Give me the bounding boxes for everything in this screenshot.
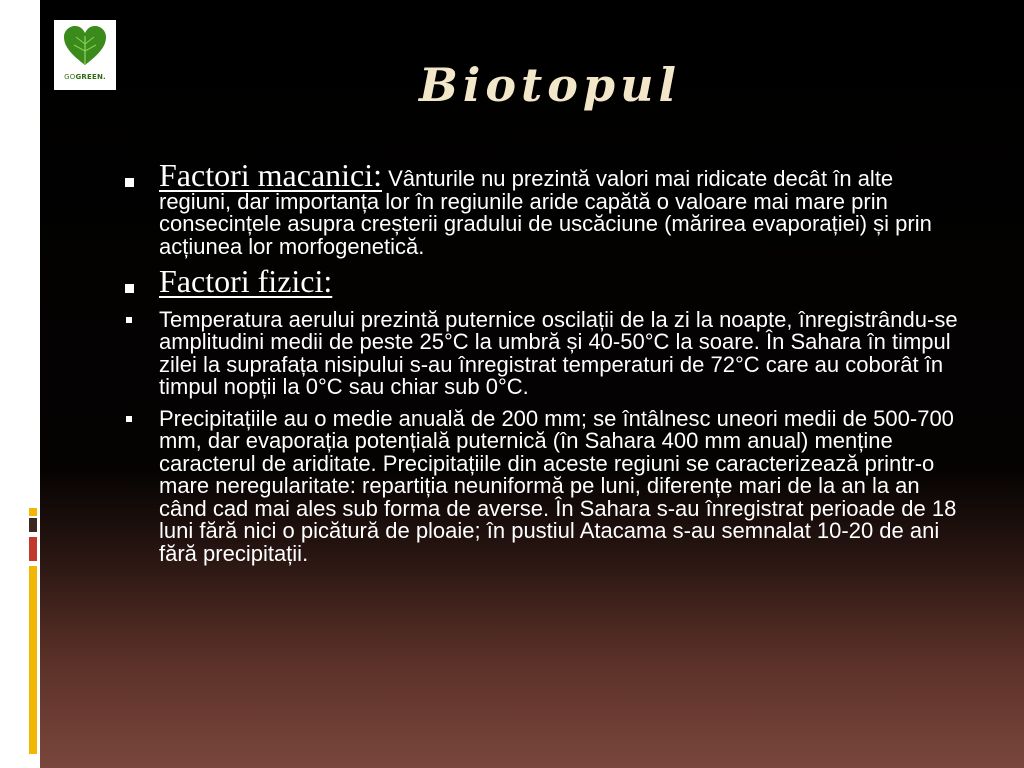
logo-go-text: GO [64,73,76,81]
list-item-factori-fizici [118,263,958,299]
logo-green-text: GREEN. [75,73,106,81]
item-text: Precipitațiile au o medie anuală de 200 mm; se întâlnesc uneori medii de 500-700 mm, dar evaporația potențială puternică (în Sahara 400 mm anual) menține caracterul de ariditate. Precipitațiile din aceste regiuni se caracterizează printr-o mare neregularitate: repartiția neuniformă pe luni, diferențe mari de la an la an când cad mai ales sub forma de averse. În Sahara s-au înregistrat perioade de 18 luni fără nici o picătură de ploaie; în pustiul Atacama s-au semnalat 10-20 de ani fără precipitații. [159,405,957,566]
slide-title: Biotopul [418,58,682,112]
item-text: Vânturile nu prezintă valori mai ridicate decât în alte regiuni, dar importanța lor în regiunile aride capătă o valoare mai mare prin consecințele asupra creșterii gradului de uscăciune (mărirea evaporației) și prin acțiunea lor morfogenetică. [159,166,932,259]
list-item-factori-mecanici [118,157,958,259]
accent-bar-dark [29,518,37,532]
square-bullet-icon [125,178,134,187]
list-item-precipitatii [118,405,958,566]
accent-bar-red [29,537,37,561]
square-bullet-icon [125,284,134,293]
list-item-temperatura [118,306,958,399]
square-bullet-icon [126,416,132,422]
go-green-logo [54,20,116,90]
accent-bar-yellow [29,566,37,754]
logo-text [54,73,116,81]
item-text: Temperatura aerului prezintă puternice oscilații de la zi la noapte, înregistrându-se amplitudini medii de peste 25°C la umbră și 40-50°C la soare. În Sahara în timpul zilei la suprafața nisipului s-au înregistrat temperaturi de 72°C care au coborât în timpul nopții la 0°C sau chiar sub 0°C. [159,306,958,399]
square-bullet-icon [126,317,132,323]
item-heading: Factori macanici: [159,157,383,193]
content-list [118,157,958,574]
accent-bar-yellow-top [29,508,37,516]
item-heading: Factori fizici: [159,263,333,299]
heart-leaf-icon [62,24,108,68]
